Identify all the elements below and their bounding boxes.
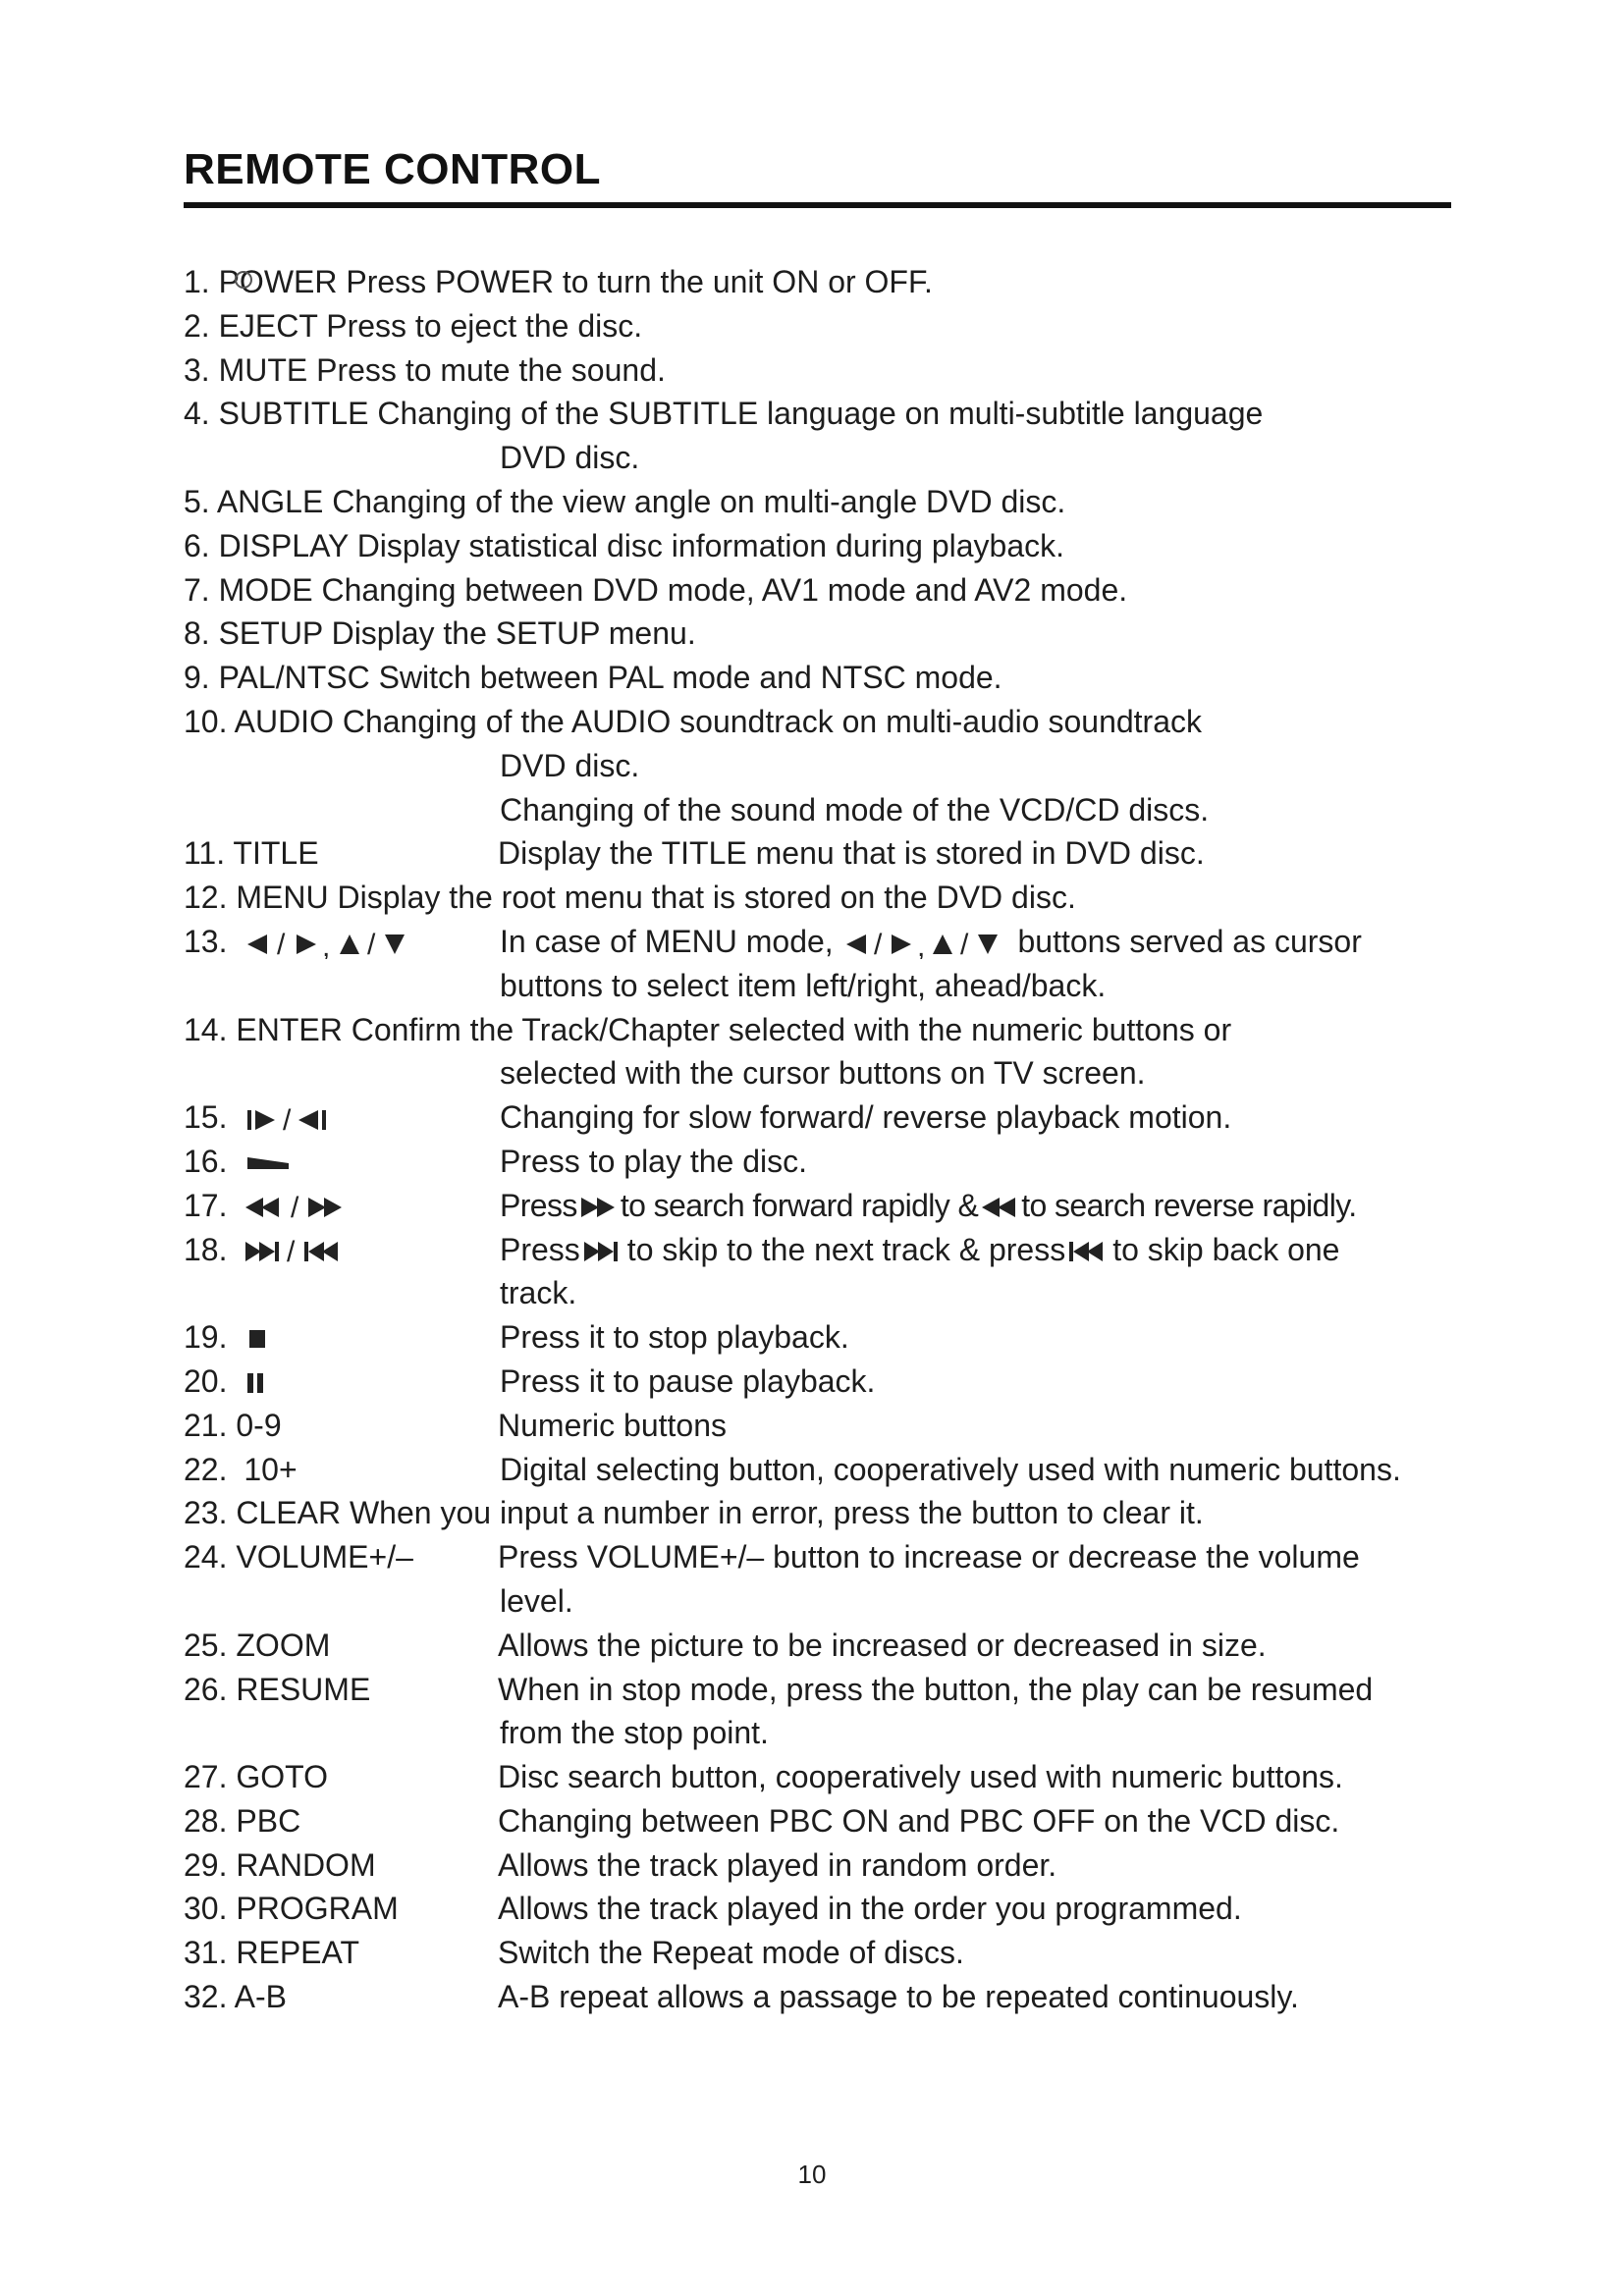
list-item-pbc (184, 1799, 1460, 1843)
item-description: Press to play the disc. (500, 1143, 808, 1179)
item-description: A-B repeat allows a passage to be repeated continuously. (498, 1979, 1299, 2015)
item-description: Press to skip to the next track & press to skip back one (500, 1231, 1340, 1267)
svg-text:/: / (873, 929, 882, 959)
next-previous-icon (244, 1237, 391, 1266)
page-number: 10 (797, 2160, 827, 2189)
slow-forward-reverse-icon (244, 1105, 352, 1135)
item-number: 3. (184, 351, 210, 388)
cursor-arrows-inline-icon (842, 930, 1009, 959)
item-number: 23. (184, 1495, 228, 1531)
list-item-slow-motion (184, 1095, 1460, 1140)
item-number: 9. (184, 660, 210, 696)
item-number: 26. (184, 1671, 228, 1707)
list-item-setup (184, 612, 1460, 656)
list-item-pause (184, 1360, 1460, 1404)
item-number: 28. (184, 1802, 228, 1839)
list-item-10plus (184, 1448, 1460, 1492)
list-item-eject (184, 304, 1460, 348)
item-description-cont: level. (500, 1582, 573, 1619)
item-number: 2. (184, 307, 210, 344)
item-description: Press it to pause playback. (500, 1362, 876, 1399)
item-description: Display statistical disc information during playback. (356, 527, 1064, 563)
remote-control-list (184, 260, 1460, 2019)
list-item-program (184, 1887, 1460, 1931)
list-item-display (184, 524, 1460, 568)
item-description: Allows the picture to be increased or decreased in size. (498, 1627, 1267, 1663)
item-description: Disc search button, cooperatively used with numeric buttons. (498, 1759, 1343, 1795)
item-key: DISPLAY (218, 527, 349, 563)
item-number: 25. (184, 1627, 228, 1663)
item-key: SETUP (218, 615, 323, 652)
list-item-zoom (184, 1624, 1460, 1668)
list-item-stop (184, 1315, 1460, 1360)
item-key: VOLUME+/– (236, 1539, 413, 1575)
item-description: In case of MENU mode, / , / buttons served as cursor (500, 920, 1362, 964)
item-number: 13. (184, 923, 228, 959)
fast-forward-icon (577, 1193, 621, 1222)
list-item-mode (184, 568, 1460, 613)
item-key: MODE (218, 571, 313, 608)
item-key: RANDOM (236, 1846, 376, 1883)
cursor-arrows-icon (244, 930, 469, 959)
item-number: 16. (184, 1143, 228, 1179)
list-item-continuation (184, 744, 1460, 788)
list-item-pal-ntsc (184, 656, 1460, 700)
item-number: 5. (184, 483, 210, 519)
svg-text:/: / (287, 1237, 296, 1267)
rewind-icon (978, 1193, 1021, 1222)
item-description: Allows the track played in random order. (498, 1846, 1057, 1883)
item-key: 0-9 (236, 1407, 282, 1443)
item-description-cont: DVD disc. (500, 440, 640, 476)
item-key: ZOOM (236, 1627, 331, 1663)
item-description: Display the root menu that is stored on the DVD disc. (337, 880, 1076, 916)
item-number: 22. (184, 1451, 228, 1487)
list-item-title (184, 831, 1460, 876)
item-key: ANGLE (216, 483, 324, 519)
list-item-continuation (184, 1579, 1460, 1624)
power-key: POWER (218, 264, 338, 299)
svg-text:/: / (367, 929, 376, 959)
item-description: When you input a number in error, press the button to clear it. (349, 1495, 1204, 1531)
item-description: Press to search forward rapidly & to search reverse rapidly. (500, 1187, 1357, 1223)
item-key: PBC (236, 1802, 301, 1839)
item-number: 10. (184, 703, 228, 739)
item-number: 14. (184, 1011, 228, 1047)
item-description-cont: selected with the cursor buttons on TV screen. (500, 1055, 1146, 1092)
list-item-power (184, 260, 1460, 304)
list-item-fast-search (184, 1184, 1460, 1228)
item-description-cont: from the stop point. (500, 1715, 769, 1751)
item-key: AUDIO (234, 703, 334, 739)
svg-text:/: / (959, 929, 968, 959)
item-description: Press VOLUME+/– button to increase or decrease the volume (498, 1539, 1360, 1575)
item-description-cont: Changing of the sound mode of the VCD/CD discs. (500, 791, 1210, 828)
item-description: Allows the track played in the order you programmed. (498, 1891, 1242, 1927)
list-item-resume (184, 1668, 1460, 1712)
list-item-continuation (184, 436, 1460, 480)
item-key: PROGRAM (236, 1891, 399, 1927)
list-item-a-b (184, 1975, 1460, 2019)
item-number: 29. (184, 1846, 228, 1883)
list-item-skip (184, 1228, 1460, 1272)
item-number: 17. (184, 1187, 228, 1223)
item-key: PAL/NTSC (218, 660, 370, 696)
item-description: Changing of the AUDIO soundtrack on multi-audio soundtrack (342, 703, 1202, 739)
item-description-cont: track. (500, 1275, 577, 1311)
page-title: REMOTE CONTROL (184, 145, 601, 193)
list-item-continuation (184, 1271, 1460, 1315)
rewind-fast-forward-icon (244, 1193, 391, 1222)
item-description: Press POWER to turn the unit ON or OFF. (346, 264, 933, 299)
item-key: GOTO (236, 1759, 329, 1795)
list-item-angle (184, 480, 1460, 524)
item-description: Changing between DVD mode, AV1 mode and AV2 mode. (321, 571, 1128, 608)
item-description: Numeric buttons (498, 1407, 727, 1443)
item-key: MENU (236, 880, 329, 916)
item-description: Press to eject the disc. (326, 307, 643, 344)
list-item-continuation (184, 788, 1460, 832)
next-track-icon (580, 1237, 627, 1266)
item-description: Changing for slow forward/ reverse playback motion. (500, 1099, 1232, 1136)
svg-text:/: / (277, 929, 286, 959)
item-description: Display the SETUP menu. (331, 615, 696, 652)
previous-track-icon (1065, 1237, 1112, 1266)
item-key: A-B (234, 1979, 287, 2015)
item-description: Changing of the SUBTITLE language on multi-subtitle language (377, 396, 1264, 432)
list-item-mute (184, 348, 1460, 393)
item-number: 18. (184, 1231, 228, 1267)
list-item-subtitle (184, 392, 1460, 436)
item-number: 31. (184, 1935, 228, 1971)
item-number: 32. (184, 1979, 228, 2015)
item-description-cont: buttons to select item left/right, ahead/back. (500, 967, 1107, 1003)
item-number: 30. (184, 1891, 228, 1927)
list-item-clear (184, 1491, 1460, 1535)
item-description-cont: DVD disc. (500, 747, 640, 783)
item-description: Switch between PAL mode and NTSC mode. (378, 660, 1002, 696)
item-description: Confirm the Track/Chapter selected with the numeric buttons or (351, 1011, 1232, 1047)
item-number: 24. (184, 1539, 228, 1575)
item-number: 15. (184, 1099, 228, 1136)
item-number: 7. (184, 571, 210, 608)
item-key: 10+ (244, 1451, 298, 1487)
svg-text:,: , (916, 930, 925, 959)
svg-text:/: / (291, 1193, 299, 1223)
item-key: CLEAR (236, 1495, 342, 1531)
list-item-continuation (184, 964, 1460, 1008)
item-description: Changing of the view angle on multi-angle DVD disc. (332, 483, 1066, 519)
power-icon (233, 269, 254, 291)
item-number: 12. (184, 880, 228, 916)
item-key: RESUME (236, 1671, 371, 1707)
item-number: 21. (184, 1407, 228, 1443)
list-item-random (184, 1843, 1460, 1888)
list-item-volume (184, 1535, 1460, 1579)
item-description: Display the TITLE menu that is stored in DVD disc. (498, 835, 1205, 872)
list-item-continuation (184, 1051, 1460, 1095)
play-icon (245, 1148, 304, 1178)
item-key: MUTE (218, 351, 308, 388)
svg-text:,: , (322, 930, 331, 959)
list-item-cursor-buttons (184, 920, 1460, 964)
list-item-enter (184, 1008, 1460, 1052)
item-number: 6. (184, 527, 210, 563)
item-number: 4. (184, 396, 210, 432)
svg-text:/: / (283, 1104, 292, 1135)
item-key: ENTER (236, 1011, 343, 1047)
item-number: 20. (184, 1362, 228, 1399)
stop-icon (245, 1325, 275, 1355)
item-key: REPEAT (236, 1935, 360, 1971)
list-item-menu (184, 876, 1460, 920)
item-number: 19. (184, 1319, 228, 1356)
item-key: SUBTITLE (218, 396, 369, 432)
item-description: Press it to stop playback. (500, 1319, 849, 1356)
item-description: When in stop mode, press the button, the play can be resumed (498, 1671, 1374, 1707)
pause-icon (244, 1368, 273, 1398)
item-key: EJECT (218, 307, 318, 344)
list-item-continuation (184, 1711, 1460, 1755)
item-number: 11. (184, 835, 226, 872)
item-key: TITLE (233, 835, 319, 872)
item-description: Digital selecting button, cooperatively used with numeric buttons. (500, 1451, 1401, 1487)
item-number: 8. (184, 615, 210, 652)
item-description: Changing between PBC ON and PBC OFF on the VCD disc. (498, 1802, 1340, 1839)
list-item-audio (184, 700, 1460, 744)
item-description: Press to mute the sound. (316, 351, 666, 388)
item-description: Switch the Repeat mode of discs. (498, 1935, 964, 1971)
list-item-numeric (184, 1404, 1460, 1448)
list-item-goto (184, 1755, 1460, 1799)
item-number: 1. (184, 264, 210, 299)
list-item-play (184, 1140, 1460, 1184)
title-underline (184, 202, 1451, 208)
item-number: 27. (184, 1759, 228, 1795)
list-item-repeat (184, 1931, 1460, 1975)
